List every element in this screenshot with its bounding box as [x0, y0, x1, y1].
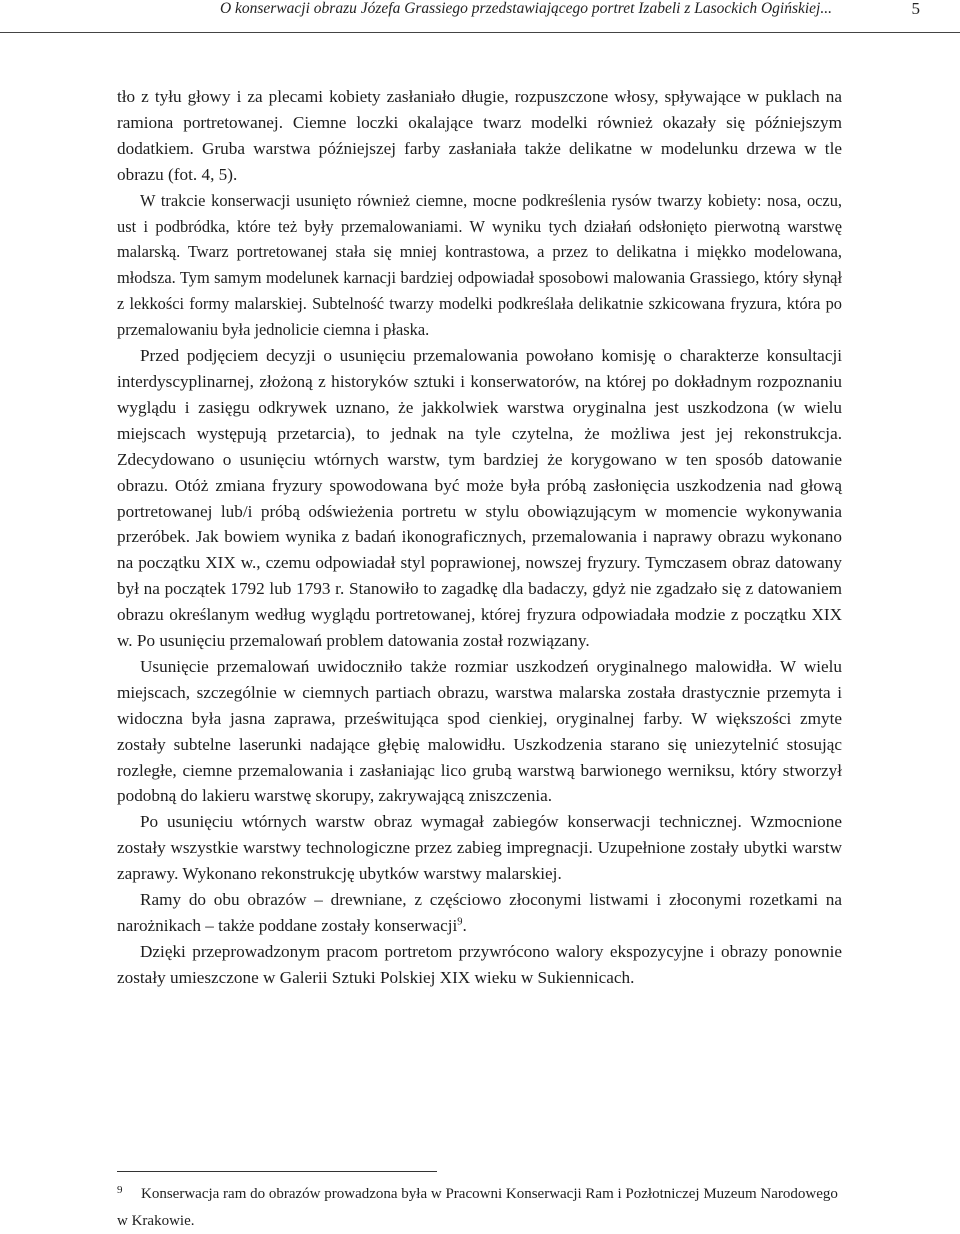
paragraph: Ramy do obu obrazów – drewniane, z częściowo złoconymi listwami i złoconymi rozetkami na narożnikach – także poddane zostały konserwacji$^9$.: [117, 890, 842, 935]
paragraph: Dzięki przeprowadzonym pracom portretom przywrócono walory ekspozycyjne i obrazy ponownie zostały umieszczone w Galerii Sztuki Polskiej XIX wieku w Sukiennicach.: [117, 941, 842, 987]
paragraph: Usunięcie przemalowań uwidoczniło także rozmiar uszkodzeń oryginalnego malowidła. W wielu miejscach, szczególnie w ciemnych partiach obrazu, warstwa malarska została drastycznie przemyta i widoczna była jasna zaprawa, prześwitująca spod cienkiej, oryginalnej farby. W większości zmyte zostały subtelne laserunki nadające głębię malowidłu. Uszkodzenia starano się uniezytelnić stosując rozległe, ciemne przemalowania i zasłaniając lico grubą warstwą barwionego werniksu, który stworzył podobną do lakieru warstwę skorupy, zakrywającą zniszczenia.: [117, 656, 842, 806]
page-number: 5: [911, 0, 920, 18]
body-text: [117, 84, 842, 991]
header-rule: [0, 32, 960, 33]
footnote-text: Konserwacja ram do obrazów prowadzona była w Pracowni Konserwacji Ram i Pozłotniczej Muzeum Narodowego w Krakowie.: [117, 1186, 838, 1229]
paragraph: Przed podjęciem decyzji o usunięciu przemalowania powołano komisję o charakterze konsultacji interdyscyplinarnej, złożoną z historyków sztuki i konserwatorów, na której po dokładnym rozpoznaniu wyglądu i zasięgu odkrywek uznano, że jakkolwiek warstwa oryginalna jest uszkodzona (w wielu miejscach występują przetarcia), to jednak na tyle czytelna, że możliwa jest jej rekonstrukcja. Zdecydowano o usunięciu wtórnych warstw, tym bardziej że korygowano w ten sposób datowanie obrazu. Otóż zmiana fryzury spowodowana być może była próbą zasłonięcia uszkodzenia nad głową portretowanej lub/i próbą odświeżenia portretu w stylu obowiązującym w momencie wykonywania przeróbek. Jak bowiem wynika z badań ikonograficznych, przemalowania i naprawy obrazu wykonano na początku XIX w., czemu odpowiadał styl poprawionej, nowszej fryzury. Tymczasem obraz datowany był na początek 1792 lub 1793 r. Stanowiło to zagadkę dla badaczy, gdyż nie zgadzało się z datowaniem obrazu określanym według wyglądu portretowanej, której fryzura odpowiadała modzie z początku XIX w. Po usunięciu przemalowań problem datowania został rozwiązany.: [117, 346, 842, 651]
paragraph-continued: tło z tyłu głowy i za plecami kobiety zasłaniało długie, rozpuszczone włosy, spływające w puklach na ramiona portretowanej. Ciemne loczki okalające twarz modelki również okazały się późniejszym dodatkiem. Gruba warstwa późniejszej farby zasłaniała także delikatne w modelunku drzewa w tle obrazu (fot. 4, 5).: [117, 87, 842, 184]
footnote: 9 Konserwacja ram do obrazów prowadzona była w Pracowni Konserwacji Ram i Pozłotniczej Muzeum Narodowego w Krakowie.: [117, 1184, 838, 1229]
paragraph: W trakcie konserwacji usunięto również ciemne, mocne podkreślenia rysów twarzy kobiety: nosa, oczu, ust i podbródka, które też były przemalowaniami. W wyniku tych działań odsłonięto pierwotną warstwę malarską. Twarz portretowanej stała się mniej kontrastowa, a przez to delikatna i miękko modelowana, młodsza. Tym samym modelunek karnacji bardziej odpowiadał sposobowi malowania Grassiego, który słynął z lekkości formy malarskiej. Subtelność twarzy modelki podkreślała delikatnie szkicowana fryzura, która po przemalowaniu była jednolicie ciemna i płaska.: [117, 190, 842, 340]
footnote-reference[interactable]: 9: [457, 916, 463, 928]
paragraph-text: Ramy do obu obrazów – drewniane, z częściowo złoconymi listwami i złoconymi rozetkami na narożnikach – także poddane zostały konserwacji: [117, 890, 842, 935]
page-header: [0, 0, 960, 36]
running-title: O konserwacji obrazu Józefa Grassiego przedstawiającego portret Izabeli z Lasockich Ogińskiej...: [219, 0, 832, 17]
paragraph: Po usunięciu wtórnych warstw obraz wymagał zabiegów konserwacji technicznej. Wzmocnione zostały wszystkie warstwy technologiczne przez zabieg impregnacji. Uzupełnione zostały ubytki warstw zaprawy. Wykonano rekonstrukcję ubytków warstwy malarskiej.: [117, 812, 842, 884]
footnote-rule: [117, 1171, 437, 1172]
